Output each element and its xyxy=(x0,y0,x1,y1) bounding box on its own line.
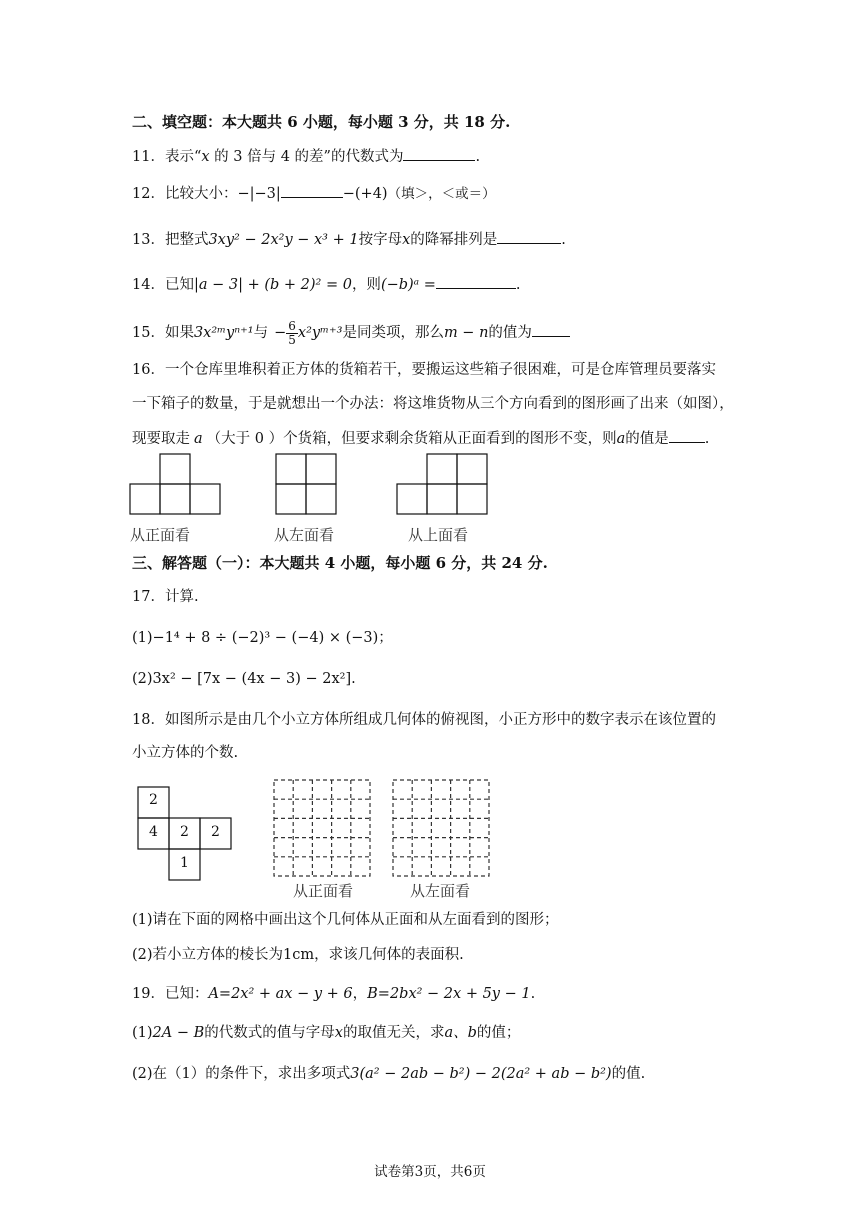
q16-answer-blank[interactable] xyxy=(669,428,705,443)
section-2-title: 二、填空题：本大题共 6 小题，每小题 3 分，共 18 分. xyxy=(132,113,511,131)
q15-number: 15． xyxy=(132,325,165,341)
q19-part-1-vars: a、b xyxy=(444,1025,477,1041)
question-15: 15．如果3x²ᵐyⁿ⁺¹与 − $\frac{6}{5}$ x²yᵐ⁺³是同类项，那么m − n的值为 xyxy=(132,318,570,348)
question-19 xyxy=(132,984,535,1004)
section-3-title: 三、解答题（一）：本大题共 4 小题，每小题 6 分，共 24 分. xyxy=(132,554,548,572)
q11-var-x: x xyxy=(201,149,210,165)
q15-text-a: 如果 xyxy=(164,325,194,341)
question-12 xyxy=(132,183,496,204)
q14-expression-2: (−b)ᵃ = xyxy=(380,277,436,293)
q14-text-a: 已知 xyxy=(164,277,194,293)
q18-caption-front: 从正面看 xyxy=(293,882,354,900)
q18-caption-left: 从左面看 xyxy=(410,882,471,900)
q14-number: 14． xyxy=(132,277,165,293)
q18-top-view-grid xyxy=(137,786,233,880)
question-17-part-2: (2)3x² − [7x − (4x − 3) − 2x²]. xyxy=(132,671,356,687)
q13-expression: 3xy² − 2x²y − x³ + 1 xyxy=(208,232,359,248)
q13-text-c: 的降幂排列是 xyxy=(410,232,498,248)
q19-part-2-text-b: 的值. xyxy=(611,1066,646,1082)
question-16-line-2: 一下箱子的数量，于是就想出一个办法：将这堆货物从三个方向看到的图形画了出来（如图）， xyxy=(132,396,734,412)
question-18-part-2 xyxy=(132,945,464,965)
q13-end: . xyxy=(561,232,566,248)
q18-front-view-drawing-grid[interactable] xyxy=(272,778,372,878)
q14-expression: |a − 3| + (b + 2)² = 0 xyxy=(193,277,352,293)
q16-caption-top: 从上面看 xyxy=(408,526,469,544)
grid-cell-value: 1 xyxy=(180,855,189,871)
q12-note: （填＞，＜或＝） xyxy=(387,186,496,202)
q16-front-view-figure xyxy=(128,452,224,516)
q16-text-a: 现要取走 xyxy=(132,431,190,447)
grid-cell-value: 2 xyxy=(180,824,189,840)
q15-text-d: 的值为 xyxy=(488,325,532,341)
q14-text-b: ，则 xyxy=(351,277,381,293)
question-19-part-2 xyxy=(132,1064,645,1084)
q19-expression-b: B=2bx² − 2x + 5y − 1 xyxy=(367,986,531,1002)
q14-end: . xyxy=(515,277,521,293)
q12-expr-left: −|−3| xyxy=(237,186,281,202)
q18-part-2-text-b: ，求该几何体的表面积. xyxy=(314,947,464,963)
question-18-part-1: (1)请在下面的网格中画出这个几何体从正面和从左面看到的图形； xyxy=(132,912,559,928)
q16-top-view-figure xyxy=(395,452,491,516)
question-17-part-1: (1)−1⁴ + 8 ÷ (−2)³ − (−4) × (−3)； xyxy=(132,630,393,646)
q13-var-x: x xyxy=(402,232,411,248)
q15-expression-1: 3x²ᵐyⁿ⁺¹ xyxy=(193,325,254,341)
q11-number: 11． xyxy=(132,149,165,165)
q18-unit: 1cm xyxy=(283,947,315,963)
q11-text-b: 的 3 倍与 4 的差”的代数式为 xyxy=(209,149,404,165)
q18-part-2-text-a: (2)若小立方体的棱长为 xyxy=(132,947,284,963)
q13-number: 13． xyxy=(132,232,165,248)
question-11 xyxy=(132,146,480,167)
question-19-part-1 xyxy=(132,1023,520,1043)
q12-number: 12． xyxy=(132,186,165,202)
q11-text-a: 表示“ xyxy=(164,149,202,165)
question-18-line-2: 小立方体的个数. xyxy=(132,745,239,761)
q12-text-a: 比较大小： xyxy=(164,186,238,202)
q19-expression-a: A=2x² + ax − y + 6 xyxy=(208,986,353,1002)
q14-answer-blank[interactable] xyxy=(436,274,516,289)
question-14 xyxy=(132,274,521,295)
q13-text-a: 把整式 xyxy=(164,232,209,248)
question-13 xyxy=(132,229,566,250)
q19-part-1-expression: 2A − B xyxy=(152,1025,205,1041)
q19-separator: ， xyxy=(352,986,368,1002)
page-footer: 试卷第3页，共6页 xyxy=(374,1164,486,1180)
q19-end: . xyxy=(530,986,536,1002)
q19-part-1-text-d: 的值； xyxy=(476,1025,521,1041)
q15-expression-3: m − n xyxy=(443,325,489,341)
q16-var-a: a xyxy=(194,431,203,447)
q12-expr-right: −(+4) xyxy=(342,186,388,202)
q18-left-view-drawing-grid[interactable] xyxy=(391,778,491,878)
grid-cell-value: 2 xyxy=(211,824,220,840)
q16-var-a-2: a xyxy=(616,431,626,447)
grid-cell-value: 2 xyxy=(149,792,158,808)
q16-caption-left: 从左面看 xyxy=(274,526,335,544)
q11-end: . xyxy=(475,149,481,165)
q15-text-b: 与 xyxy=(253,325,269,341)
q12-answer-blank[interactable] xyxy=(281,183,343,198)
q19-part-1-text-c: 的取值无关，求 xyxy=(342,1025,445,1041)
question-18-line-1: 18．如图所示是由几个小立方体所组成几何体的俯视图，小正方形中的数字表示在该位置的 xyxy=(132,712,716,728)
q16-end: . xyxy=(704,431,710,447)
q15-text-c: 是同类项，那么 xyxy=(342,325,444,341)
q19-part-2-text-a: (2)在（1）的条件下，求出多项式 xyxy=(132,1066,351,1082)
q16-text-b: （大于 0 ）个货箱，但要求剩余货箱从正面看到的图形不变，则 xyxy=(206,431,617,447)
q15-answer-blank[interactable] xyxy=(532,322,570,337)
q15-expression-2: x²yᵐ⁺³ xyxy=(297,325,343,341)
q15-fraction-numerator: 6 xyxy=(288,318,296,333)
q16-left-view-figure xyxy=(274,452,340,516)
q15-fraction xyxy=(286,320,298,347)
q13-text-b: 按字母 xyxy=(358,232,403,248)
q19-part-2-expression: 3(a² − 2ab − b²) − 2(2a² + ab − b²) xyxy=(350,1066,612,1082)
q19-text-a: 19．已知： xyxy=(132,986,209,1002)
q11-answer-blank[interactable] xyxy=(403,146,475,161)
q19-part-1-var-x: x xyxy=(334,1025,343,1041)
q16-text-c: 的值是 xyxy=(625,431,669,447)
q13-answer-blank[interactable] xyxy=(497,229,561,244)
question-16-line-3 xyxy=(132,428,709,449)
grid-cell-value: 4 xyxy=(149,824,158,840)
q16-caption-front: 从正面看 xyxy=(130,526,191,544)
q19-part-1-text-b: 的代数式的值与字母 xyxy=(204,1025,335,1041)
question-17: 17．计算. xyxy=(132,589,199,605)
question-16-line-1: 16．一个仓库里堆积着正方体的货箱若干，要搬运这些箱子很困难，可是仓库管理员要落实 xyxy=(132,362,716,378)
q15-fraction-denominator: 5 xyxy=(288,332,296,347)
q19-part-1-label: (1) xyxy=(132,1025,153,1041)
